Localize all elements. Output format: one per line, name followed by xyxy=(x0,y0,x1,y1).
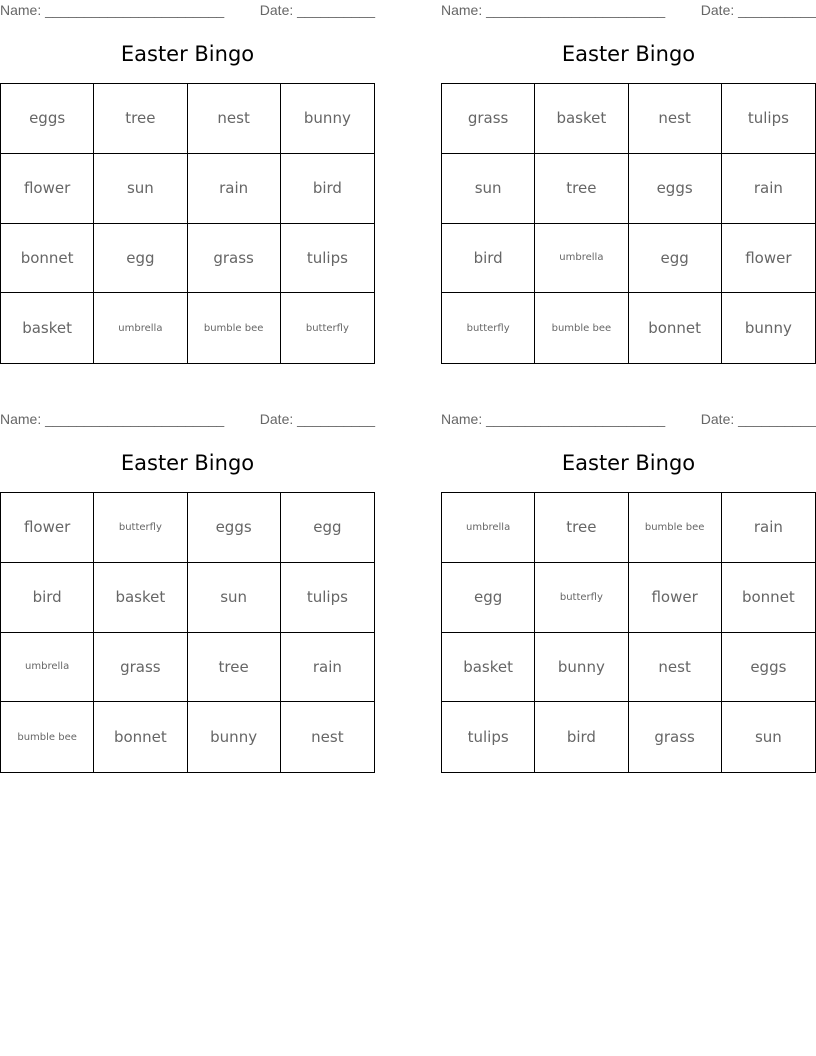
bingo-card xyxy=(441,0,816,370)
bingo-cell[interactable]: bird xyxy=(281,154,374,224)
bingo-cell[interactable]: rain xyxy=(722,493,815,563)
bingo-cell[interactable]: sun xyxy=(754,728,782,747)
bingo-cell[interactable]: bunny xyxy=(281,84,374,154)
card-title: Easter Bingo xyxy=(561,451,696,475)
bingo-cell[interactable]: rain xyxy=(722,154,815,224)
bingo-cell[interactable]: umbrella xyxy=(535,224,628,294)
bingo-cell[interactable]: egg xyxy=(94,224,187,294)
bingo-cell[interactable]: tree xyxy=(188,633,281,703)
bingo-cell[interactable]: nest xyxy=(311,728,344,747)
date-field[interactable]: Date: __________ xyxy=(700,411,816,427)
bingo-cell[interactable]: basket xyxy=(535,84,628,154)
card-header xyxy=(441,411,816,427)
card-header xyxy=(0,2,375,18)
bingo-cell[interactable]: umbrella xyxy=(442,493,535,563)
bingo-cell[interactable]: nest xyxy=(188,84,281,154)
bingo-cell[interactable]: tulips xyxy=(281,224,374,294)
bingo-cell[interactable]: flower xyxy=(629,563,722,633)
bingo-cell[interactable]: grass xyxy=(94,633,187,703)
bingo-cell[interactable]: bird xyxy=(535,702,628,772)
bingo-cell[interactable]: flower xyxy=(1,154,94,224)
bingo-cell[interactable]: umbrella xyxy=(94,293,187,363)
card-title: Easter Bingo xyxy=(120,42,255,66)
name-field[interactable]: Name: _______________________ xyxy=(0,2,225,18)
bingo-cell[interactable]: grass xyxy=(629,702,722,772)
bingo-cell[interactable]: sun xyxy=(188,563,281,633)
bingo-cell[interactable]: grass xyxy=(188,224,281,294)
bingo-cell[interactable]: bumble bee xyxy=(535,293,628,363)
bingo-card xyxy=(441,409,816,779)
bingo-grid xyxy=(0,83,375,364)
bingo-cell[interactable]: sun xyxy=(94,154,187,224)
bingo-cell[interactable]: tulips xyxy=(722,84,815,154)
card-title: Easter Bingo xyxy=(120,451,255,475)
date-field[interactable]: Date: __________ xyxy=(700,2,816,18)
bingo-cell[interactable]: bumble bee xyxy=(188,293,281,363)
bingo-cell[interactable]: tulips xyxy=(442,702,535,772)
bingo-grid xyxy=(441,492,816,773)
bingo-cell[interactable]: butterfly xyxy=(94,493,187,563)
date-field[interactable]: Date: __________ xyxy=(259,411,375,427)
bingo-cell[interactable]: bunny xyxy=(744,319,792,338)
bingo-cell[interactable]: butterfly xyxy=(535,563,628,633)
bingo-cell[interactable]: bumble bee xyxy=(1,702,94,772)
bingo-cell[interactable]: butterfly xyxy=(305,322,349,334)
name-field[interactable]: Name: _______________________ xyxy=(441,2,666,18)
bingo-cell[interactable]: basket xyxy=(94,563,187,633)
bingo-cell[interactable]: bird xyxy=(1,563,94,633)
bingo-card xyxy=(0,409,375,779)
bingo-cell[interactable]: nest xyxy=(629,84,722,154)
bingo-cell[interactable]: basket xyxy=(442,633,535,703)
bingo-grid xyxy=(441,83,816,364)
bingo-cell[interactable]: flower xyxy=(722,224,815,294)
card-header xyxy=(441,2,816,18)
bingo-grid xyxy=(0,492,375,773)
bingo-cell[interactable]: sun xyxy=(442,154,535,224)
bingo-cell[interactable]: tree xyxy=(535,493,628,563)
bingo-cell[interactable]: tree xyxy=(94,84,187,154)
bingo-cell[interactable]: nest xyxy=(629,633,722,703)
bingo-cell[interactable]: bonnet xyxy=(1,224,94,294)
bingo-cell[interactable]: grass xyxy=(442,84,535,154)
bingo-cell[interactable]: butterfly xyxy=(442,293,535,363)
bingo-cell[interactable]: bumble bee xyxy=(629,493,722,563)
name-field[interactable]: Name: _______________________ xyxy=(441,411,666,427)
bingo-cell[interactable]: flower xyxy=(1,493,94,563)
bingo-cell[interactable]: eggs xyxy=(629,154,722,224)
card-header xyxy=(0,411,375,427)
card-title: Easter Bingo xyxy=(561,42,696,66)
bingo-cell[interactable]: bunny xyxy=(188,702,281,772)
bingo-cell[interactable]: egg xyxy=(281,493,374,563)
name-field[interactable]: Name: _______________________ xyxy=(0,411,225,427)
bingo-cell[interactable]: rain xyxy=(188,154,281,224)
bingo-cell[interactable]: eggs xyxy=(722,633,815,703)
bingo-cell[interactable]: bonnet xyxy=(94,702,187,772)
bingo-cell[interactable]: umbrella xyxy=(1,633,94,703)
bingo-cell[interactable]: bonnet xyxy=(722,563,815,633)
date-field[interactable]: Date: __________ xyxy=(259,2,375,18)
bingo-cell[interactable]: tulips xyxy=(281,563,374,633)
bingo-card xyxy=(0,0,375,370)
bingo-cell[interactable]: egg xyxy=(442,563,535,633)
bingo-cell[interactable]: basket xyxy=(1,293,94,363)
bingo-cell[interactable]: eggs xyxy=(188,493,281,563)
bingo-cell[interactable]: bird xyxy=(442,224,535,294)
bingo-cell[interactable]: eggs xyxy=(1,84,94,154)
bingo-cell[interactable]: bunny xyxy=(535,633,628,703)
bingo-cell[interactable]: rain xyxy=(281,633,374,703)
bingo-cell[interactable]: bonnet xyxy=(629,293,722,363)
bingo-cell[interactable]: egg xyxy=(629,224,722,294)
bingo-cell[interactable]: tree xyxy=(535,154,628,224)
